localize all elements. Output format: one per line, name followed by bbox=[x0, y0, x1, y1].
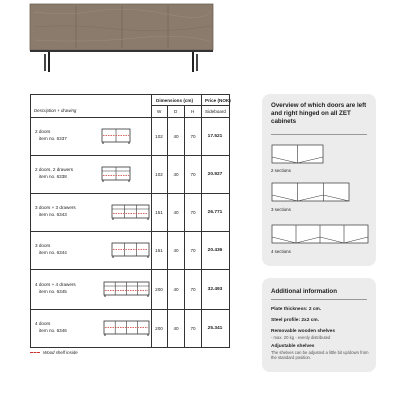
width-value: 151 bbox=[155, 248, 163, 253]
depth-header: D bbox=[174, 109, 178, 114]
legend-label: Wood shelf inside bbox=[43, 350, 78, 355]
height-value: 70 bbox=[190, 134, 196, 139]
adjustable-note: The shelves can be adjusted a little bit up/down from the standard position. bbox=[271, 350, 369, 360]
table-row bbox=[31, 232, 229, 270]
row-name: 4 doors + 4 drawers bbox=[35, 282, 76, 287]
price-value: 20.436 bbox=[207, 248, 223, 253]
row-description bbox=[35, 166, 73, 180]
table-row bbox=[31, 310, 229, 347]
height-header: H bbox=[191, 109, 195, 114]
plate-thickness: Plate thickness: 2 cm. bbox=[271, 307, 322, 312]
row-name: 2 doors, 2 drawers bbox=[35, 167, 74, 172]
depth-value: 40 bbox=[173, 287, 179, 292]
section-label: 4 sections bbox=[271, 249, 291, 254]
product-photo bbox=[26, 2, 216, 74]
row-name: 3 doors + 3 drawers bbox=[35, 205, 76, 210]
height-value: 70 bbox=[190, 326, 196, 331]
depth-value: 40 bbox=[173, 210, 179, 215]
width-header: W bbox=[157, 109, 162, 114]
row-description bbox=[35, 242, 67, 256]
width-value: 102 bbox=[155, 172, 163, 177]
section-label: 3 sections bbox=[271, 207, 291, 212]
price-value: 32.493 bbox=[207, 287, 223, 292]
row-item-number: item no. 6337 bbox=[39, 136, 67, 141]
price-value: 26.771 bbox=[207, 210, 223, 215]
dashed-line-icon bbox=[30, 352, 40, 353]
row-description bbox=[35, 320, 67, 334]
row-item-number: item no. 6346 bbox=[39, 328, 67, 333]
price-header: Price (NOK) bbox=[205, 98, 231, 103]
additional-info-panel bbox=[262, 278, 376, 372]
row-description bbox=[35, 281, 76, 295]
table-row bbox=[31, 270, 229, 310]
price-table bbox=[30, 94, 230, 348]
header-divider bbox=[201, 105, 229, 106]
table-row bbox=[31, 194, 229, 232]
divider bbox=[271, 134, 367, 135]
cabinet-drawing bbox=[101, 127, 131, 145]
panel-title: Additional information bbox=[271, 288, 337, 295]
depth-value: 40 bbox=[173, 134, 179, 139]
row-item-number: item no. 6343 bbox=[39, 212, 67, 217]
price-value: 20.927 bbox=[207, 172, 223, 177]
height-value: 70 bbox=[190, 248, 196, 253]
cabinet-drawing bbox=[111, 241, 151, 259]
steel-profile: Steel profile: 2x2 cm. bbox=[271, 318, 319, 323]
table-row bbox=[31, 118, 229, 156]
panel-title: Overview of which doors are left and right hinged on all ZET cabinets bbox=[271, 102, 367, 125]
doors-overview-panel bbox=[262, 94, 376, 266]
price-value: 17.521 bbox=[207, 134, 223, 139]
row-description bbox=[35, 204, 76, 218]
cabinet-drawing bbox=[111, 203, 151, 221]
height-value: 70 bbox=[190, 287, 196, 292]
row-name: 3 doors bbox=[35, 243, 51, 248]
adjustable-title: Adjustable shelves bbox=[271, 344, 315, 349]
row-name: 2 doors bbox=[35, 129, 51, 134]
legend bbox=[30, 350, 78, 355]
width-value: 200 bbox=[155, 326, 163, 331]
cabinet-drawing bbox=[101, 165, 131, 183]
height-value: 70 bbox=[190, 172, 196, 177]
two-section-hinge-diagram bbox=[271, 144, 325, 166]
section-label: 2 sections bbox=[271, 168, 291, 173]
sideboard-header: Sideboard bbox=[205, 109, 226, 114]
width-value: 102 bbox=[155, 134, 163, 139]
cabinet-drawing bbox=[103, 280, 151, 298]
depth-value: 40 bbox=[173, 326, 179, 331]
width-value: 151 bbox=[155, 210, 163, 215]
shelves-note: - max. 20 kg - evenly distributed bbox=[271, 335, 331, 340]
cabinet-drawing bbox=[103, 319, 151, 337]
dimensions-header: Dimensions (cm) bbox=[156, 98, 194, 103]
row-item-number: item no. 6338 bbox=[39, 174, 67, 179]
row-name: 4 doors bbox=[35, 321, 51, 326]
row-description bbox=[35, 128, 67, 142]
three-section-hinge-diagram bbox=[271, 182, 351, 204]
depth-value: 40 bbox=[173, 248, 179, 253]
depth-value: 40 bbox=[173, 172, 179, 177]
width-value: 200 bbox=[155, 287, 163, 292]
shelves-title: Removable wooden shelves bbox=[271, 329, 335, 334]
height-value: 70 bbox=[190, 210, 196, 215]
price-value: 25.341 bbox=[207, 326, 223, 331]
header-divider bbox=[151, 105, 201, 106]
row-item-number: item no. 6344 bbox=[39, 250, 67, 255]
divider bbox=[271, 299, 367, 300]
description-header: Description + drawing bbox=[34, 108, 77, 113]
table-row bbox=[31, 156, 229, 194]
table-header bbox=[31, 95, 229, 118]
row-item-number: item no. 6345 bbox=[39, 289, 67, 294]
four-section-hinge-diagram bbox=[271, 224, 371, 246]
